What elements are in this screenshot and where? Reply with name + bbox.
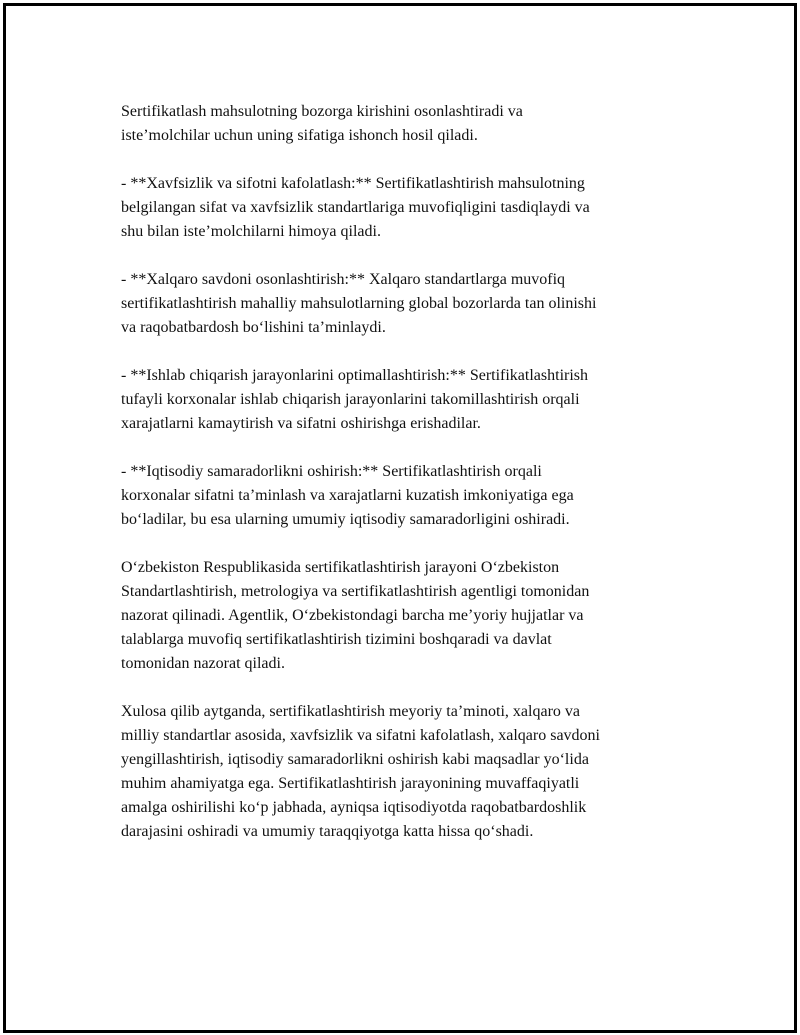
bullet-international-trade: - **Xalqaro savdoni osonlashtirish:** Xalqaro standartlarga muvofiq sertifikatlashtirish mahalliy mahsulotlarning global bozorlarda tan olinishi va raqobatbardosh bo‘lishini ta’minlaydi. xyxy=(121,271,597,336)
bullet-economic-efficiency: - **Iqtisodiy samaradorlikni oshirish:** Sertifikatlashtirish orqali korxonalar sifatni ta’minlash va xarajatlarni kuzatish imkoniyatiga ega bo‘ladilar, bu esa ularning umumiy iqtisodiy samaradorligini oshiradi. xyxy=(121,463,574,528)
paragraph-conclusion: Xulosa qilib aytganda, sertifikatlashtirish meyoriy ta’minoti, xalqaro va milliy standartlar asosida, xavfsizlik va sifatni kafolatlash, xalqaro savdoni yengillashtirish, iqtisodiy samaradorlikni oshirish kabi maqsadlar yo‘lida muhim ahamiyatga ega. Sertifikatlashtirish jarayonining muvaffaqiyatli amalga oshirilishi ko‘p jabhada, ayniqsa iqtisodiyotda raqobatbardoshlik darajasini oshiradi va umumiy taraqqiyotga katta hissa qo‘shadi. xyxy=(121,703,600,840)
bullet-safety-quality: - **Xavfsizlik va sifotni kafolatlash:** Sertifikatlashtirish mahsulotning belgilangan sifat va xavfsizlik standartlariga muvofiqligini tasdiqlaydi va shu bilan iste’molchilarni himoya qiladi. xyxy=(121,175,590,240)
document-body xyxy=(121,100,681,868)
paragraph-intro: Sertifikatlash mahsulotning bozorga kirishini osonlashtiradi va iste’molchilar uchun uning sifatiga ishonch hosil qiladi. xyxy=(121,103,523,144)
bullet-production-optimization: - **Ishlab chiqarish jarayonlarini optimallashtirish:** Sertifikatlashtirish tufayli korxonalar ishlab chiqarish jarayonlarini takomillashtirish orqali xarajatlarni kamaytirish va sifatni oshirishga erishadilar. xyxy=(121,367,589,432)
paragraph-uzbekistan-agency: O‘zbekiston Respublikasida sertifikatlashtirish jarayoni O‘zbekiston Standartlashtirish, metrologiya va sertifikatlashtirish agentligi tomonidan nazorat qilinadi. Agentlik, O‘zbekistondagi barcha me’yoriy hujjatlar va talablarga muvofiq sertifikatlashtirish tizimini boshqaradi va davlat tomonidan nazorat qiladi. xyxy=(121,559,590,672)
page-frame xyxy=(3,3,797,1033)
